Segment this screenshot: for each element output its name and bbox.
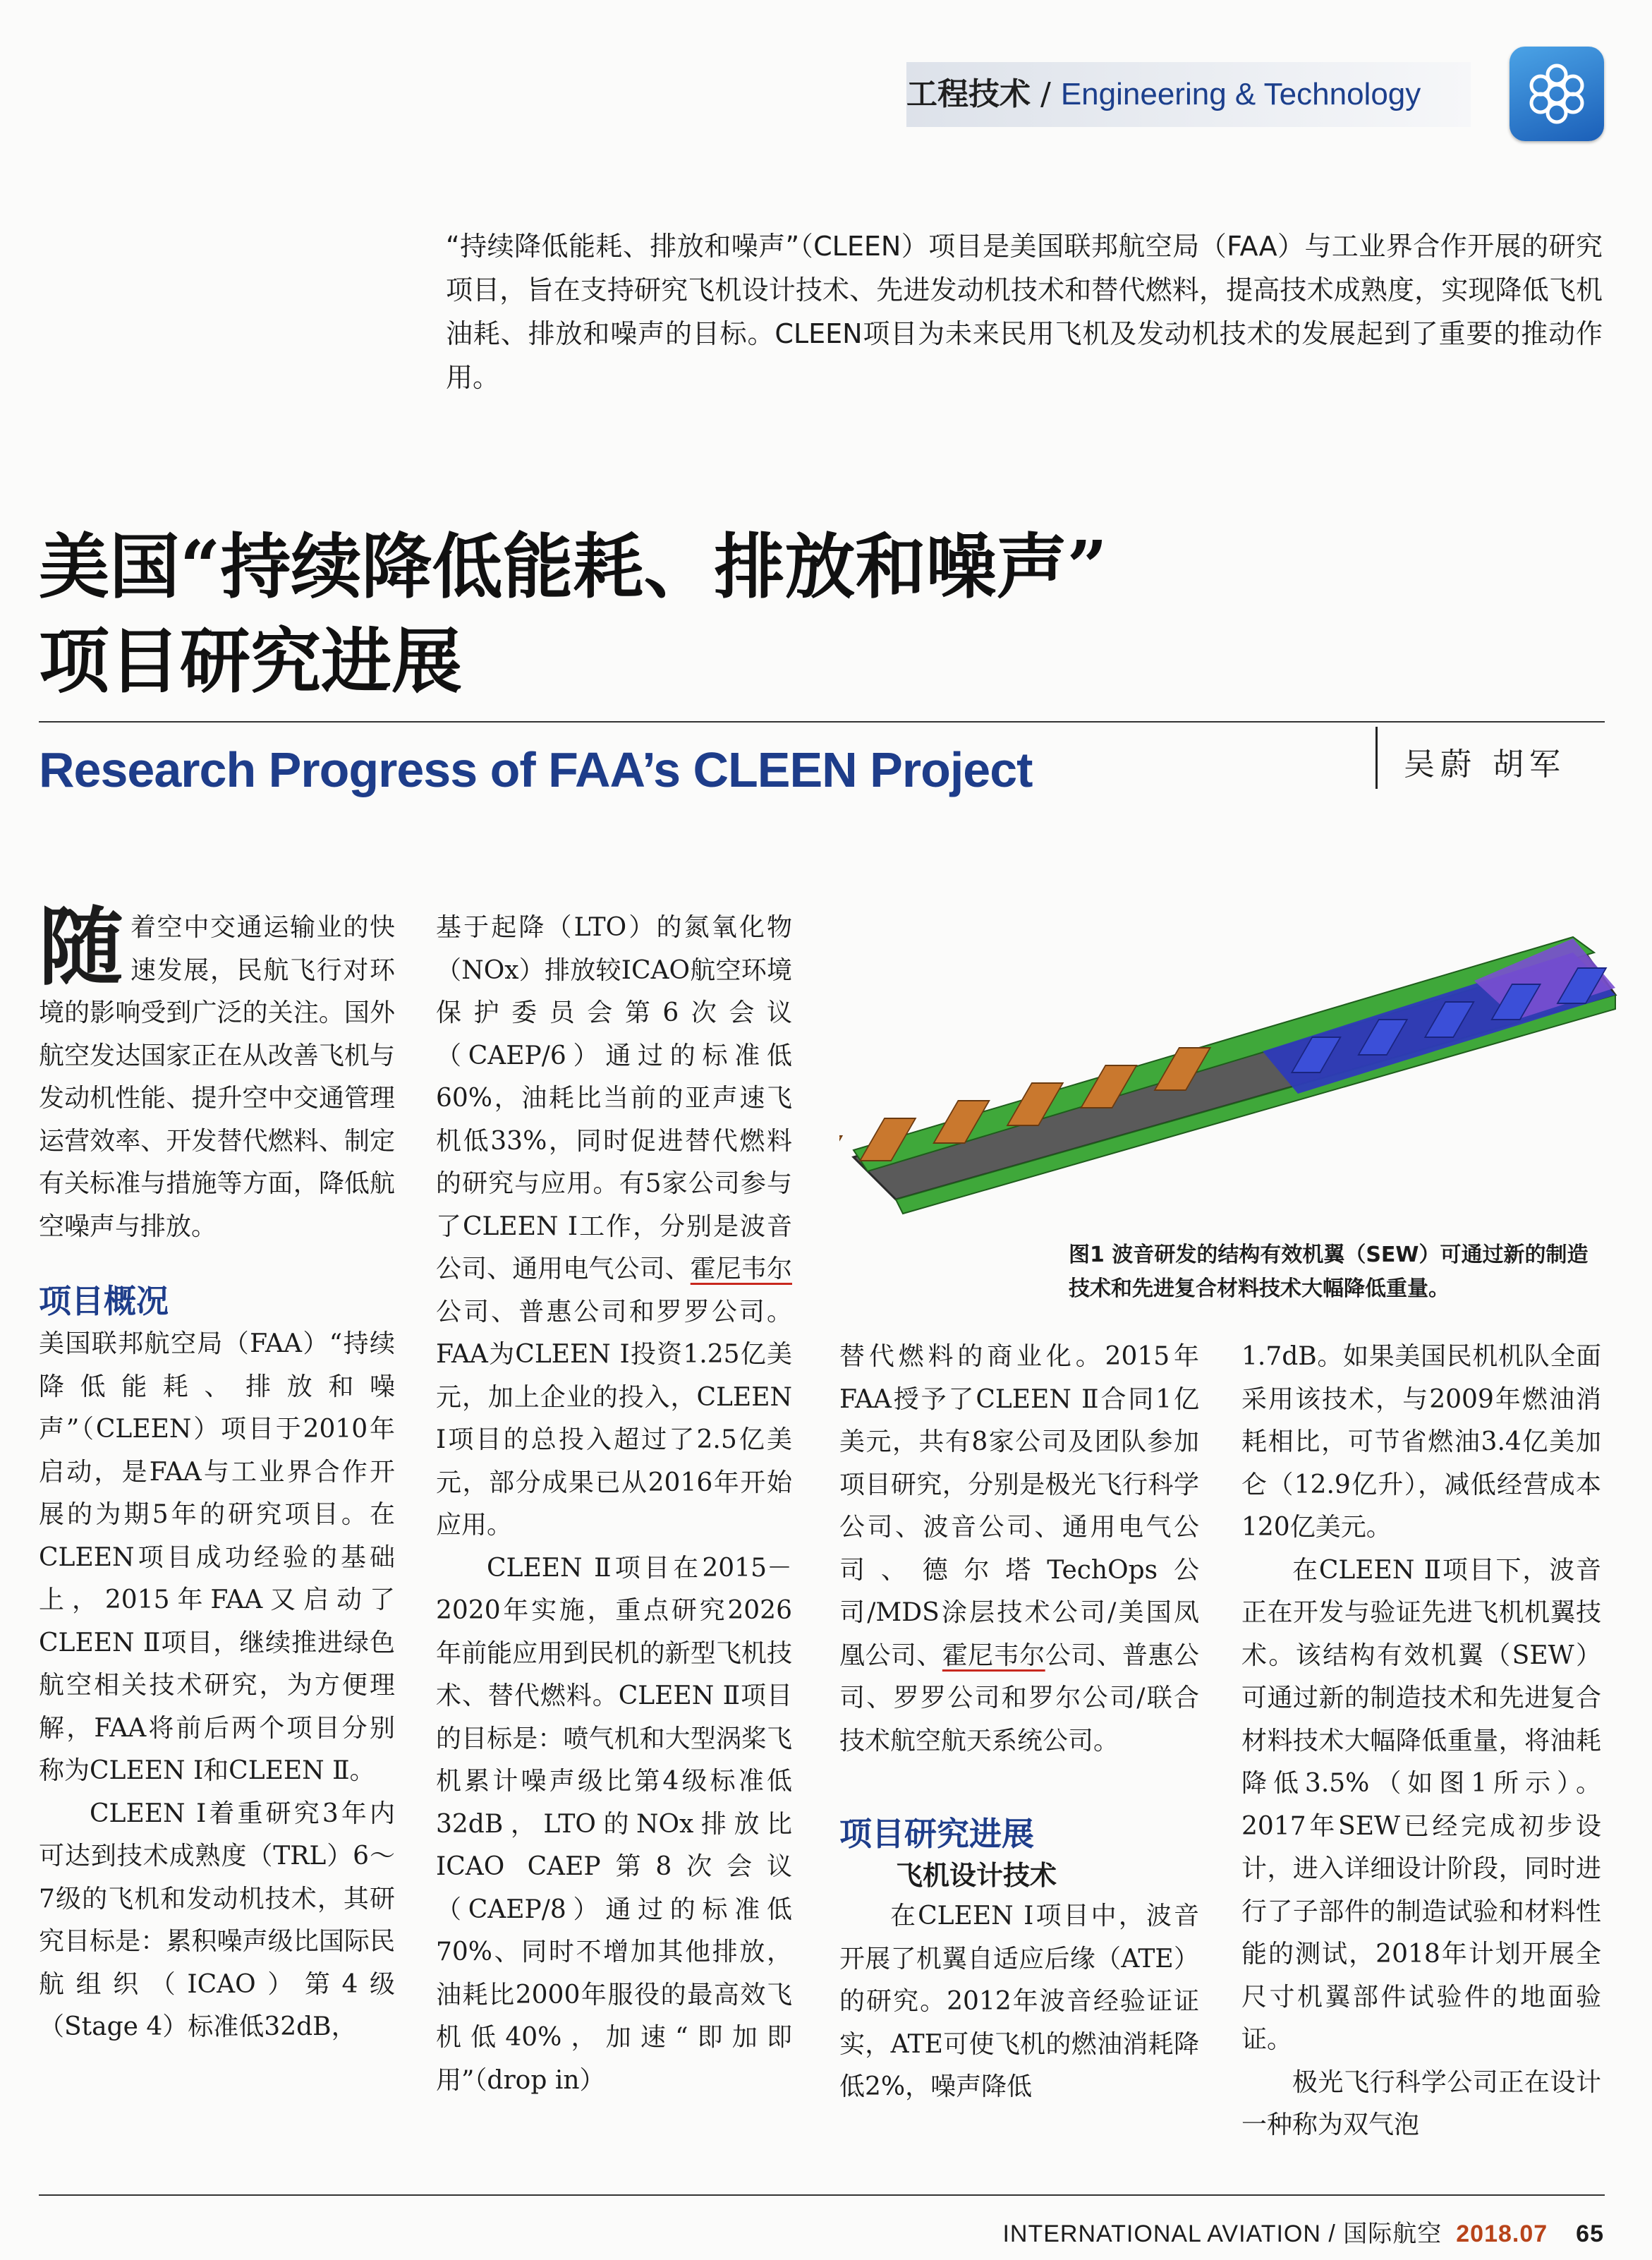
journal-logo-icon xyxy=(1510,47,1604,141)
footer-divider xyxy=(39,2194,1605,2196)
authors-divider xyxy=(1375,727,1378,789)
underlined-honeywell: 霍尼韦尔 xyxy=(690,1255,792,1283)
col3-paragraph-1 xyxy=(839,1336,1199,1763)
heading-overview: 项目概况 xyxy=(39,1282,169,1320)
page-number: 65 xyxy=(1576,2220,1604,2247)
section-name-cn: 工程技术 xyxy=(906,76,1031,112)
column-2 xyxy=(436,907,792,2102)
intro-text: 着空中交通运输业的快速发展，民航飞行对环境的影响受到广泛的关注。国外航空发达国家正在从改善飞机与发动机性能、提升空中交通管理运营效率、开发替代燃料、制定有关标准与措施等方面，降低航空噪声与排放。 xyxy=(39,913,395,1241)
col3-text-b: 公司、普惠公司、罗罗公司和罗尔公司/联合技术航空航天系统公司。 xyxy=(839,1640,1199,1756)
section-name-en: Engineering & Technology xyxy=(1060,77,1421,111)
wing-illustration xyxy=(839,903,1622,1270)
authors: 吴蔚 胡军 xyxy=(1404,747,1566,782)
issue-date: 2018.07 xyxy=(1456,2220,1548,2247)
article-title xyxy=(39,519,1379,708)
col2-text-a: 基于起降（LTO）的氮氧化物（NOx）排放较ICAO航空环境保护委员会第6次会议（CAEP/6）通过的标准低60%，油耗比当前的亚声速飞机低33%，同时促进替代燃料的研究与应用。有5家公司参与了CLEEN Ⅰ工作，分别是波音公司、通用电气公司、 xyxy=(436,913,792,1283)
col2-paragraph-1 xyxy=(436,907,792,1547)
subheading-aircraft-design: 飞机设计技术 xyxy=(896,1860,1057,1891)
section-label xyxy=(906,62,1471,127)
title-line-2: 项目研究进展 xyxy=(39,620,462,703)
title-divider xyxy=(39,721,1605,723)
wing-figure xyxy=(839,903,1622,1270)
abstract: “持续降低能耗、排放和噪声”（CLEEN）项目是美国联邦航空局（FAA）与工业界合作开展的研究项目，旨在支持研究飞机设计技术、先进发动机技术和替代燃料，提高技术成熟度，实现降低飞机油耗、排放和噪声的目标。CLEEN项目为未来民用飞机及发动机技术的发展起到了重要的推动作用。 xyxy=(446,231,1603,393)
col3-paragraph-2: 在CLEEN Ⅰ项目中，波音开展了机翼自适应后缘（ATE）的研究。2012年波音经验证证实，ATE可使飞机的燃油消耗降低2%，噪声降低 xyxy=(839,1902,1199,2101)
column-4 xyxy=(1241,1336,1601,2147)
drop-cap: 随 xyxy=(39,898,123,997)
col3-text-a: 替代燃料的商业化。2015年FAA授予了CLEEN Ⅱ合同1亿美元，共有8家公司及团队参加项目研究，分别是极光飞行科学公司、波音公司、通用电气公司、德尔塔TechOps公司/MDS涂层技术公司/美国凤凰公司、 xyxy=(839,1342,1199,1670)
journal-name: INTERNATIONAL AVIATION / 国际航空 xyxy=(1002,2220,1443,2247)
underlined-honeywell-2: 霍尼韦尔 xyxy=(942,1640,1045,1670)
col4-paragraph-2: 在CLEEN Ⅱ项目下，波音正在开发与验证先进飞机机翼技术。该结构有效机翼（SEW）可通过新的制造技术和先进复合材料技术大幅降低重量，将油耗降低3.5%（如图1所示）。2017年SEW已经完成初步设计，进入详细设计阶段，同时进行了子部件的制造试验和材料性能的测试，2018年计划开展全尺寸机翼部件试验件的地面验证。 xyxy=(1241,1555,1601,2054)
col4-paragraph-1: 1.7dB。如果美国民机机队全面采用该技术，与2009年燃油消耗相比，可节省燃油3.4亿美加仑（12.9亿升），减低经营成本120亿美元。 xyxy=(1241,1342,1601,1542)
col2-paragraph-2: CLEEN Ⅱ项目在2015－2020年实施，重点研究2026年前能应用到民机的新型飞机技术、替代燃料。CLEEN Ⅱ项目的目标是：喷气机和大型涡桨飞机累计噪声级比第4级标准低32dB，LTO的NOx排放比ICAO CAEP第8次会议（CAEP/8）通过的标准低70%、同时不增加其他排放，油耗比2000年服役的最高效飞机低40%，加速“即加即用”（drop in） xyxy=(436,1553,792,2095)
section-separator: / xyxy=(1040,76,1051,112)
intro-paragraph xyxy=(39,898,395,1248)
heading-progress: 项目研究进展 xyxy=(839,1815,1034,1853)
english-title: Research Progress of FAA’s CLEEN Project xyxy=(39,742,1033,797)
column-1 xyxy=(39,898,395,2049)
title-line-1: 美国“持续降低能耗、排放和噪声” xyxy=(39,525,1108,608)
col4-paragraph-3: 极光飞行科学公司正在设计一种称为双气泡 xyxy=(1241,2067,1601,2139)
cleen1-paragraph: CLEEN Ⅰ着重研究3年内可达到技术成熟度（TRL）6～7级的飞机和发动机技术，其研究目标是：累积噪声级比国际民航组织（ICAO）第4级（Stage 4）标准低32dB， xyxy=(39,1799,395,2041)
figure-caption: 图1 波音研发的结构有效机翼（SEW）可通过新的制造技术和先进复合材料技术大幅降低重量。 xyxy=(1069,1243,1589,1301)
column-3 xyxy=(839,1336,1199,2109)
page-footer xyxy=(1002,2214,1604,2249)
col2-text-b: 公司、普惠公司和罗罗公司。FAA为CLEEN Ⅰ投资1.25亿美元，加上企业的投入，CLEEN Ⅰ项目的总投入超过了2.5亿美元，部分成果已从2016年开始应用。 xyxy=(436,1297,792,1540)
overview-paragraph: 美国联邦航空局（FAA）“持续降低能耗、排放和噪声”（CLEEN）项目于2010年启动，是FAA与工业界合作开展的为期5年的研究项目。在CLEEN项目成功经验的基础上，2015年FAA又启动了CLEEN Ⅱ项目，继续推进绿色航空相关技术研究，为方便理解，FAA将前后两个项目分别称为CLEEN Ⅰ和CLEEN Ⅱ。 xyxy=(39,1329,395,1785)
